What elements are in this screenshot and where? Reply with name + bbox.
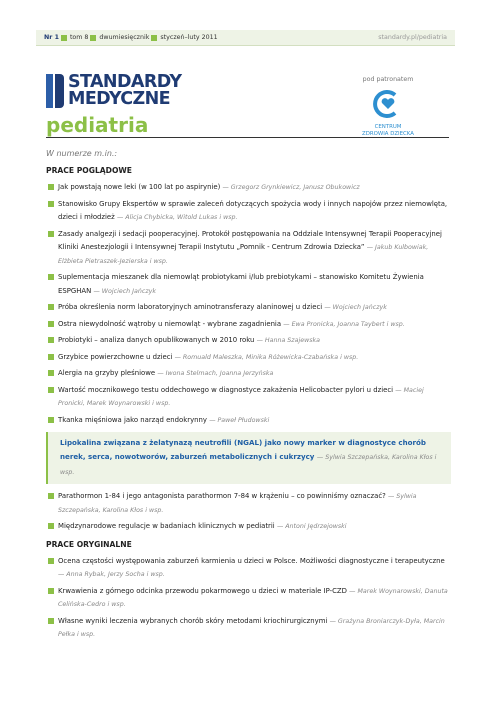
article-authors: — Jakub Kulbowiak, Elżbieta Pietraszek-Jezierska i wsp. — [58, 244, 429, 265]
issue-frequency: dwumiesięcznik — [99, 34, 150, 41]
article-item[interactable] — [46, 228, 451, 269]
article-title: Jak powstają nowe leki (w 100 lat po aspirynie) — [58, 183, 221, 191]
article-authors: — Marek Woynarowski, Danuta Celińska-Cedro i wsp. — [58, 587, 448, 608]
logo-text: STANDARDY MEDYCZNE — [68, 72, 182, 109]
original-list — [46, 555, 451, 642]
issue-header-bar — [36, 30, 455, 46]
article-title: Grzybice powierzchowne u dzieci — [58, 352, 173, 361]
article-item[interactable] — [46, 271, 451, 298]
article-title: Suplementacja mieszanek dla niemowląt probiotykami i/lub prebiotykami – stanowisko Komitetu Żywienia ESPGHAN — [58, 273, 424, 295]
article-item[interactable] — [46, 181, 451, 195]
journal-url[interactable]: standardy.pl/pediatria — [378, 34, 447, 41]
green-square-icon — [61, 35, 67, 41]
article-item[interactable] — [46, 384, 451, 411]
green-square-icon — [90, 35, 96, 41]
article-item[interactable] — [46, 615, 451, 642]
article-authors: — Romuald Maleszka, Minika Różewicka-Czabańska i wsp. — [174, 353, 359, 361]
article-item[interactable] — [46, 490, 451, 517]
article-item[interactable] — [46, 334, 451, 348]
issue-date: styczeń–luty 2011 — [160, 34, 218, 41]
article-authors: — Grzegorz Grynkiewicz, Janusz Obukowicz — [222, 184, 360, 191]
article-authors: — Wojciech Jańczyk — [93, 287, 156, 295]
journal-subtitle: pediatria — [46, 113, 149, 137]
article-authors: — Antoni Jędrzejowski — [276, 523, 347, 530]
article-authors: — Maciej Pronicki, Marek Woynarowski i wsp. — [58, 386, 424, 407]
patronage-org: CENTRUM ZDROWIA DZIECKA — [362, 124, 414, 137]
article-item[interactable] — [46, 367, 451, 381]
article-authors: — Sylwia Szczepańska, Karolina Kłos i wsp. — [58, 493, 417, 514]
article-title: Własne wyniki leczenia wybranych chorób skóry metodami kriochirurgicznymi — [58, 616, 328, 625]
article-item[interactable] — [46, 318, 451, 332]
article-authors: — Wojciech Jańczyk — [324, 304, 387, 311]
patronage-label: pod patronatem — [362, 76, 414, 83]
heart-logo-icon — [373, 89, 403, 119]
article-authors: — Ewa Pronicka, Joanna Taybert i wsp. — [283, 320, 405, 328]
toc-intro: W numerze m.in.: — [46, 149, 118, 158]
article-item[interactable] — [46, 520, 451, 534]
patronage-block — [352, 76, 424, 138]
issue-number: Nr 1 — [44, 34, 59, 41]
article-item[interactable] — [46, 198, 451, 225]
article-item[interactable] — [46, 351, 451, 365]
article-title: Ostra niewydolność wątroby u niemowląt - wybrane zagadnienia — [58, 319, 282, 328]
section-title-original: PRACE ORYGINALNE — [46, 539, 132, 549]
article-title: Parathormon 1-84 i jego antagonista parathormon 7-84 w krążeniu – co powinniśmy oznaczać? — [58, 492, 386, 500]
green-square-icon — [151, 35, 157, 41]
section-title-reviews: PRACE POGLĄDOWE — [46, 166, 132, 175]
reviews-list-continued — [46, 490, 451, 534]
article-authors: — Alicja Chybicka, Witold Lukas i wsp. — [117, 214, 238, 221]
reviews-list — [46, 181, 451, 427]
highlighted-authors: — Sylwia Szczepańska, Karolina Kłos i wsp. — [60, 454, 437, 476]
highlighted-article[interactable] — [46, 432, 451, 484]
article-item[interactable] — [46, 585, 451, 612]
article-item[interactable] — [46, 414, 451, 428]
article-title: Probiotyki – analiza danych opublikowanych w 2010 roku — [58, 336, 255, 344]
article-title: Próba określenia norm laboratoryjnych aminotransferazy alaninowej u dzieci — [58, 303, 323, 311]
journal-logo — [46, 74, 181, 108]
article-title: Ocena częstości występowania zaburzeń karmienia u dzieci w Polsce. Możliwości diagnostyczne i terapeutyczne — [58, 556, 445, 565]
article-authors: — Paweł Płudowski — [209, 416, 270, 424]
article-authors: — Grażyna Broniarczyk-Dyła, Marcin Pełka i wsp. — [58, 617, 445, 638]
article-item[interactable] — [46, 301, 451, 315]
article-title: Tkanka mięśniowa jako narząd endokrynny — [58, 415, 207, 424]
article-item[interactable] — [46, 555, 451, 582]
divider — [46, 137, 449, 138]
issue-volume: tom 8 — [69, 34, 89, 41]
article-authors: — Iwona Stelmach, Joanna Jerzyńska — [157, 370, 274, 377]
table-of-contents — [46, 149, 451, 645]
logo-mark-icon — [46, 74, 64, 108]
highlighted-title: Lipokalina związana z żelatynazą neutrofili (NGAL) jako nowy marker w diagnostyce chorób nerek, serca, nowotworów, zaburzeń metabolicznych i cukrzycy — [60, 438, 426, 461]
article-title: Międzynarodowe regulacje w badaniach klinicznych w pediatrii — [58, 522, 275, 530]
article-title: Krwawienia z górnego odcinka przewodu pokarmowego u dzieci w materiale IP-CZD — [58, 586, 347, 595]
article-title: Wartość mocznikowego testu oddechowego w diagnostyce zakażenia Helicobacter pylori u dzieci — [58, 385, 394, 394]
article-title: Stanowisko Grupy Ekspertów w sprawie zaleceń dotyczących spożycia wody i innych napojów przez niemowlęta, dzieci i młodzież — [58, 199, 448, 221]
article-title: Alergia na grzyby pleśniowe — [58, 369, 156, 377]
article-authors: — Hanna Szajewska — [256, 337, 321, 344]
article-title: Zasady analgezji i sedacji pooperacyjnej. Protokół postępowania na Oddziale Intensywnej Terapii Pooperacyjnej Kliniki Anestezjologii i Intensywnej Terapii Instytutu „Pomnik - Centrum Zdrowia Dziecka” — [58, 229, 442, 251]
article-authors: — Anna Rybak, Jerzy Socha i wsp. — [58, 571, 165, 578]
